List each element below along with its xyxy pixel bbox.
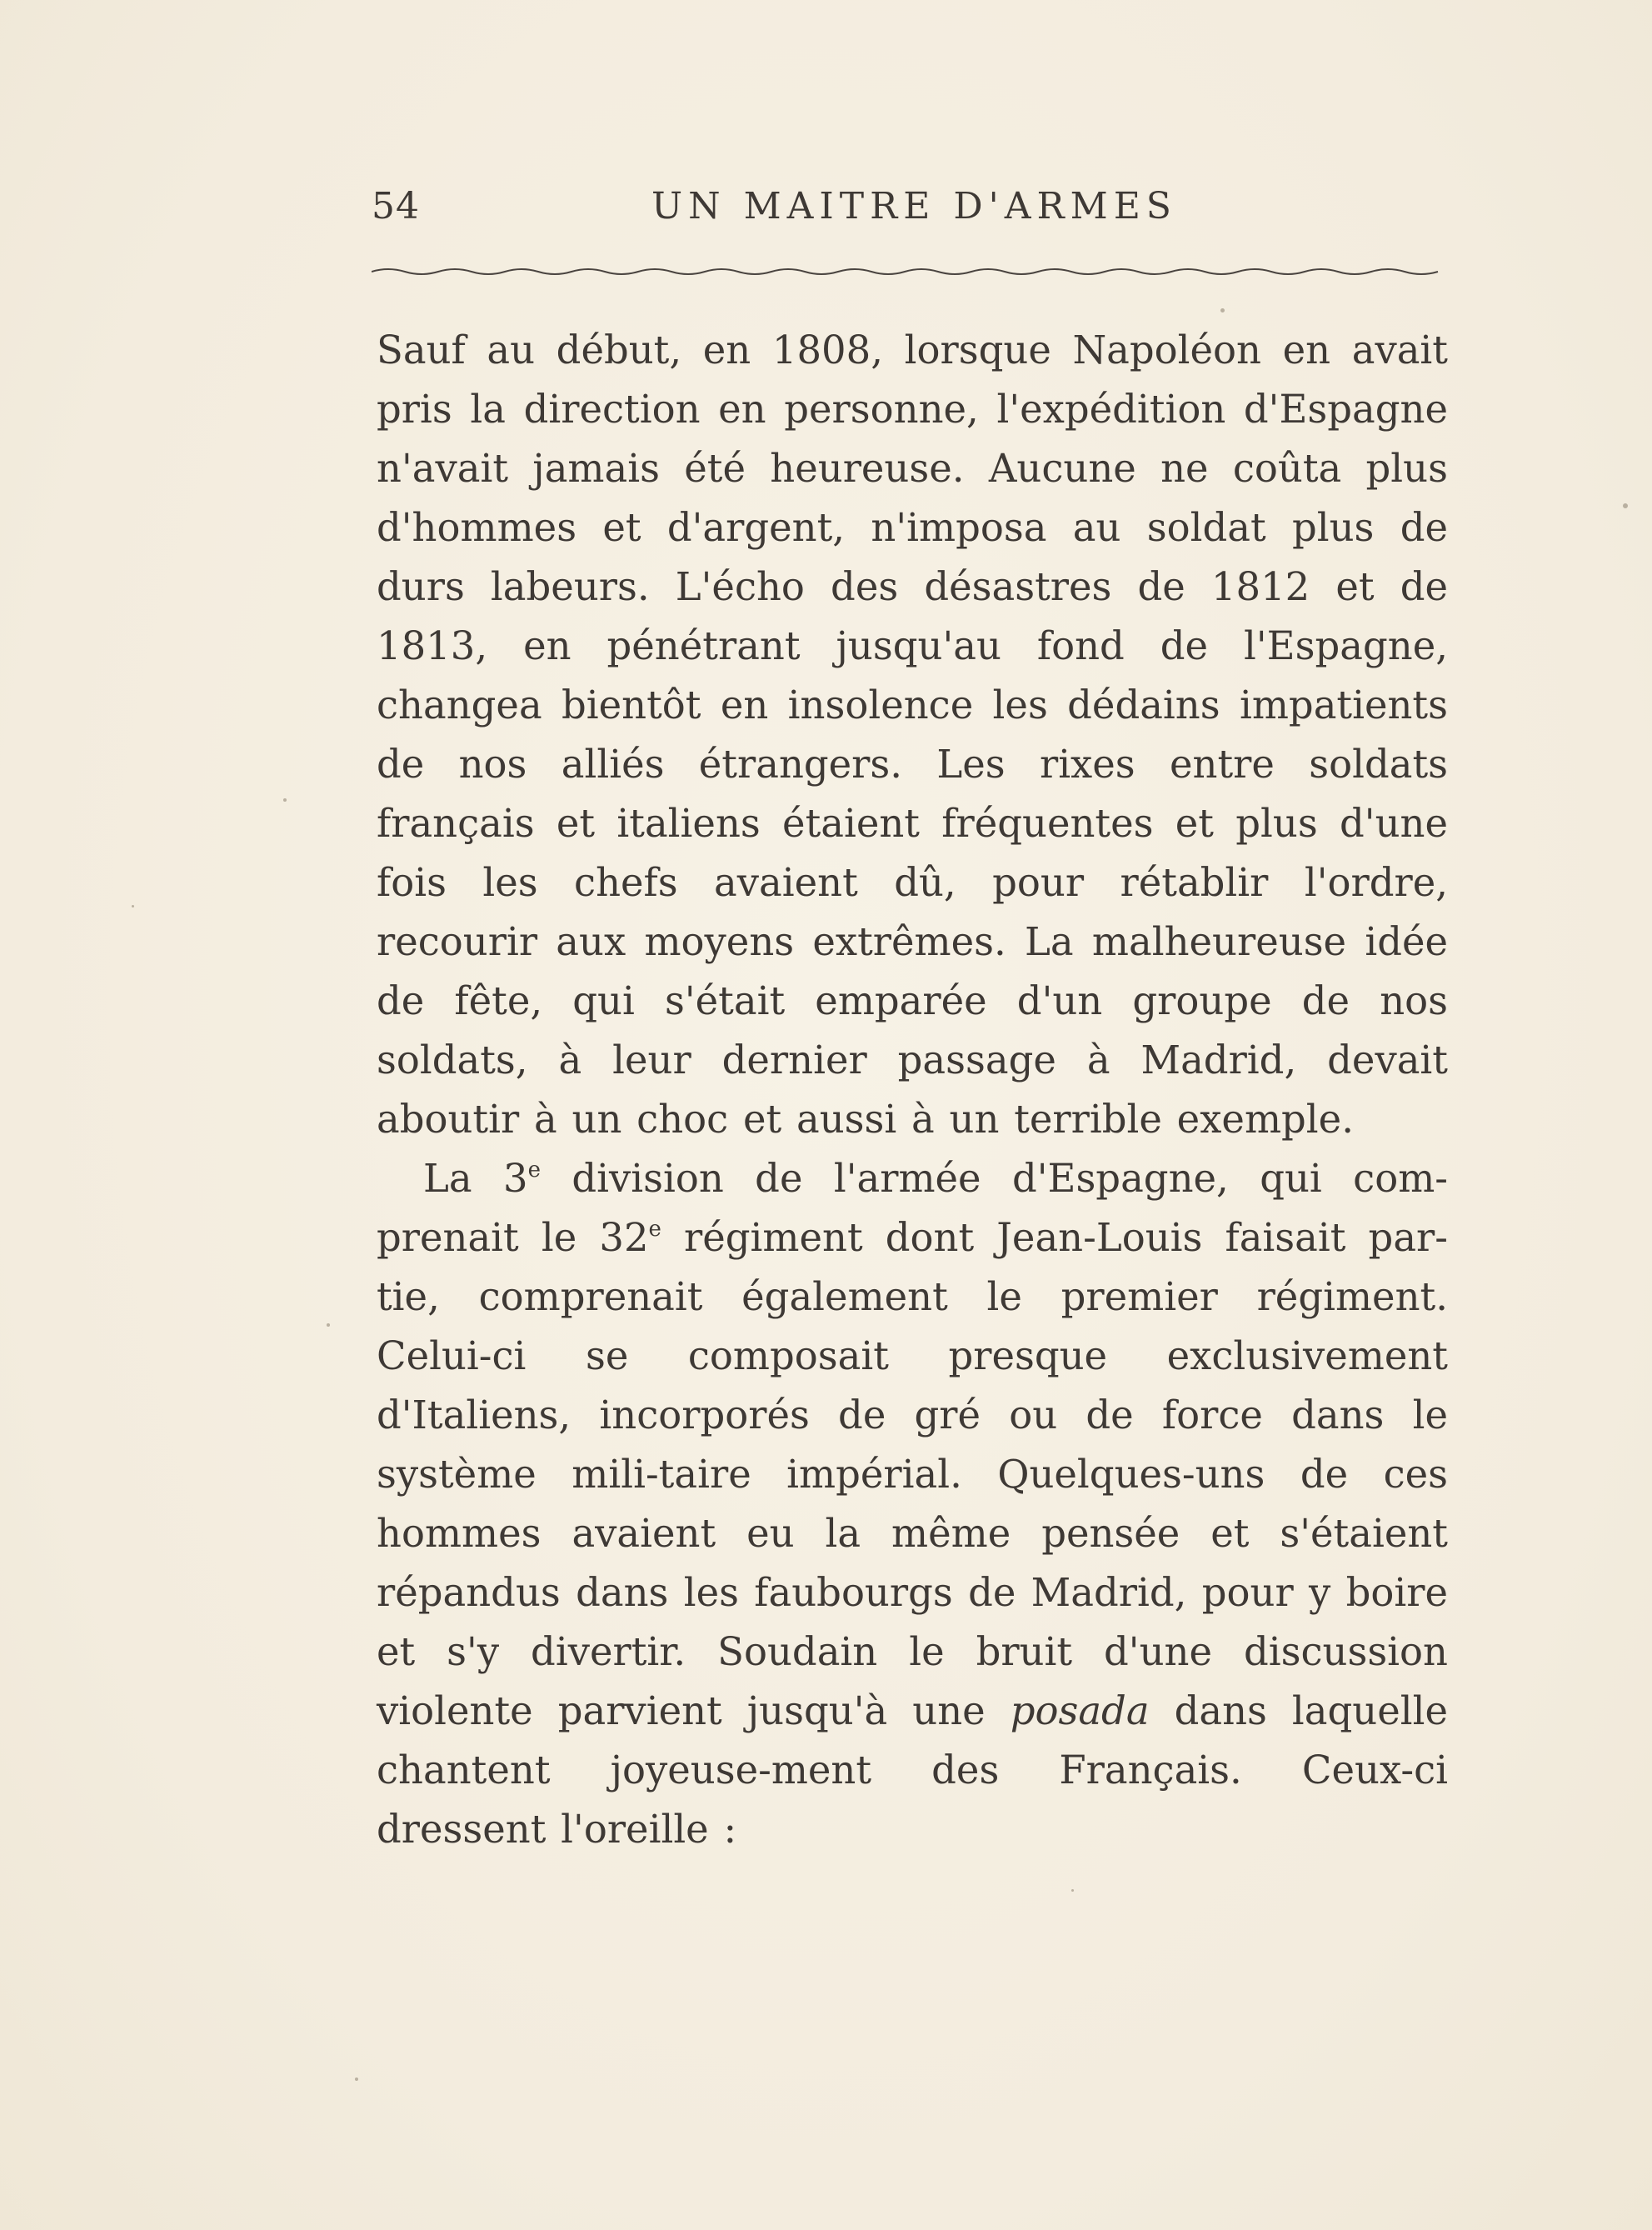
header-ornamental-rule (372, 265, 1446, 277)
page-header (372, 185, 1455, 235)
superscript-e: e (527, 1158, 541, 1182)
paper-speck (1220, 308, 1225, 312)
paper-speck (1071, 1889, 1074, 1892)
paper-speck (132, 905, 134, 908)
running-title: UN MAITRE D'ARMES (651, 185, 1177, 228)
paper-speck (283, 798, 287, 802)
superscript-e: e (648, 1217, 661, 1242)
paper-speck (327, 1323, 330, 1327)
page-number: 54 (372, 185, 420, 228)
italic-word: posada (1010, 1688, 1150, 1733)
paper-speck (1623, 503, 1628, 508)
paper-speck (355, 2078, 358, 2081)
body-text (377, 321, 1448, 1859)
paragraph-1: Sauf au début, en 1808, lorsque Napoléon en avait pris la direction en personne, l'expédition d'Espagne n'avait jamais été heureuse. Aucune ne coûta plus d'hommes et d'argent, n'imposa au soldat plus de durs labeurs. L'écho des désastres de 1812 et de 1813, en pénétrant jusqu'au fond de l'Espagne, changea bientôt en insolence les dédains impatients de nos alliés étrangers. Les rixes entre soldats français et italiens étaient fréquentes et plus d'une fois les chefs avaient dû, pour rétablir l'ordre, recourir aux moyens extrêmes. La malheureuse idée de fête, qui s'était emparée d'un groupe de nos soldats, à leur dernier passage à Madrid, devait aboutir à un choc et aussi à un terrible exemple. (377, 328, 1448, 1142)
paragraph-2: La 3e division de l'armée d'Espagne, qui com-prenait le 32e régiment dont Jean-Louis faisait par-tie, comprenait également le premier régiment. Celui-ci se composait presque exclusivement d'Italiens, incorporés de gré ou de force dans le système mili-taire impérial. Quelques-uns de ces hommes avaient eu la même pensée et s'étaient répandus dans les faubourgs de Madrid, pour y boire et s'y divertir. Soudain le bruit d'une discussion violente parvient jusqu'à une posada dans laquelle chantent joyeuse-ment des Français. Ceux-ci dressent l'oreille : (377, 1156, 1449, 1852)
